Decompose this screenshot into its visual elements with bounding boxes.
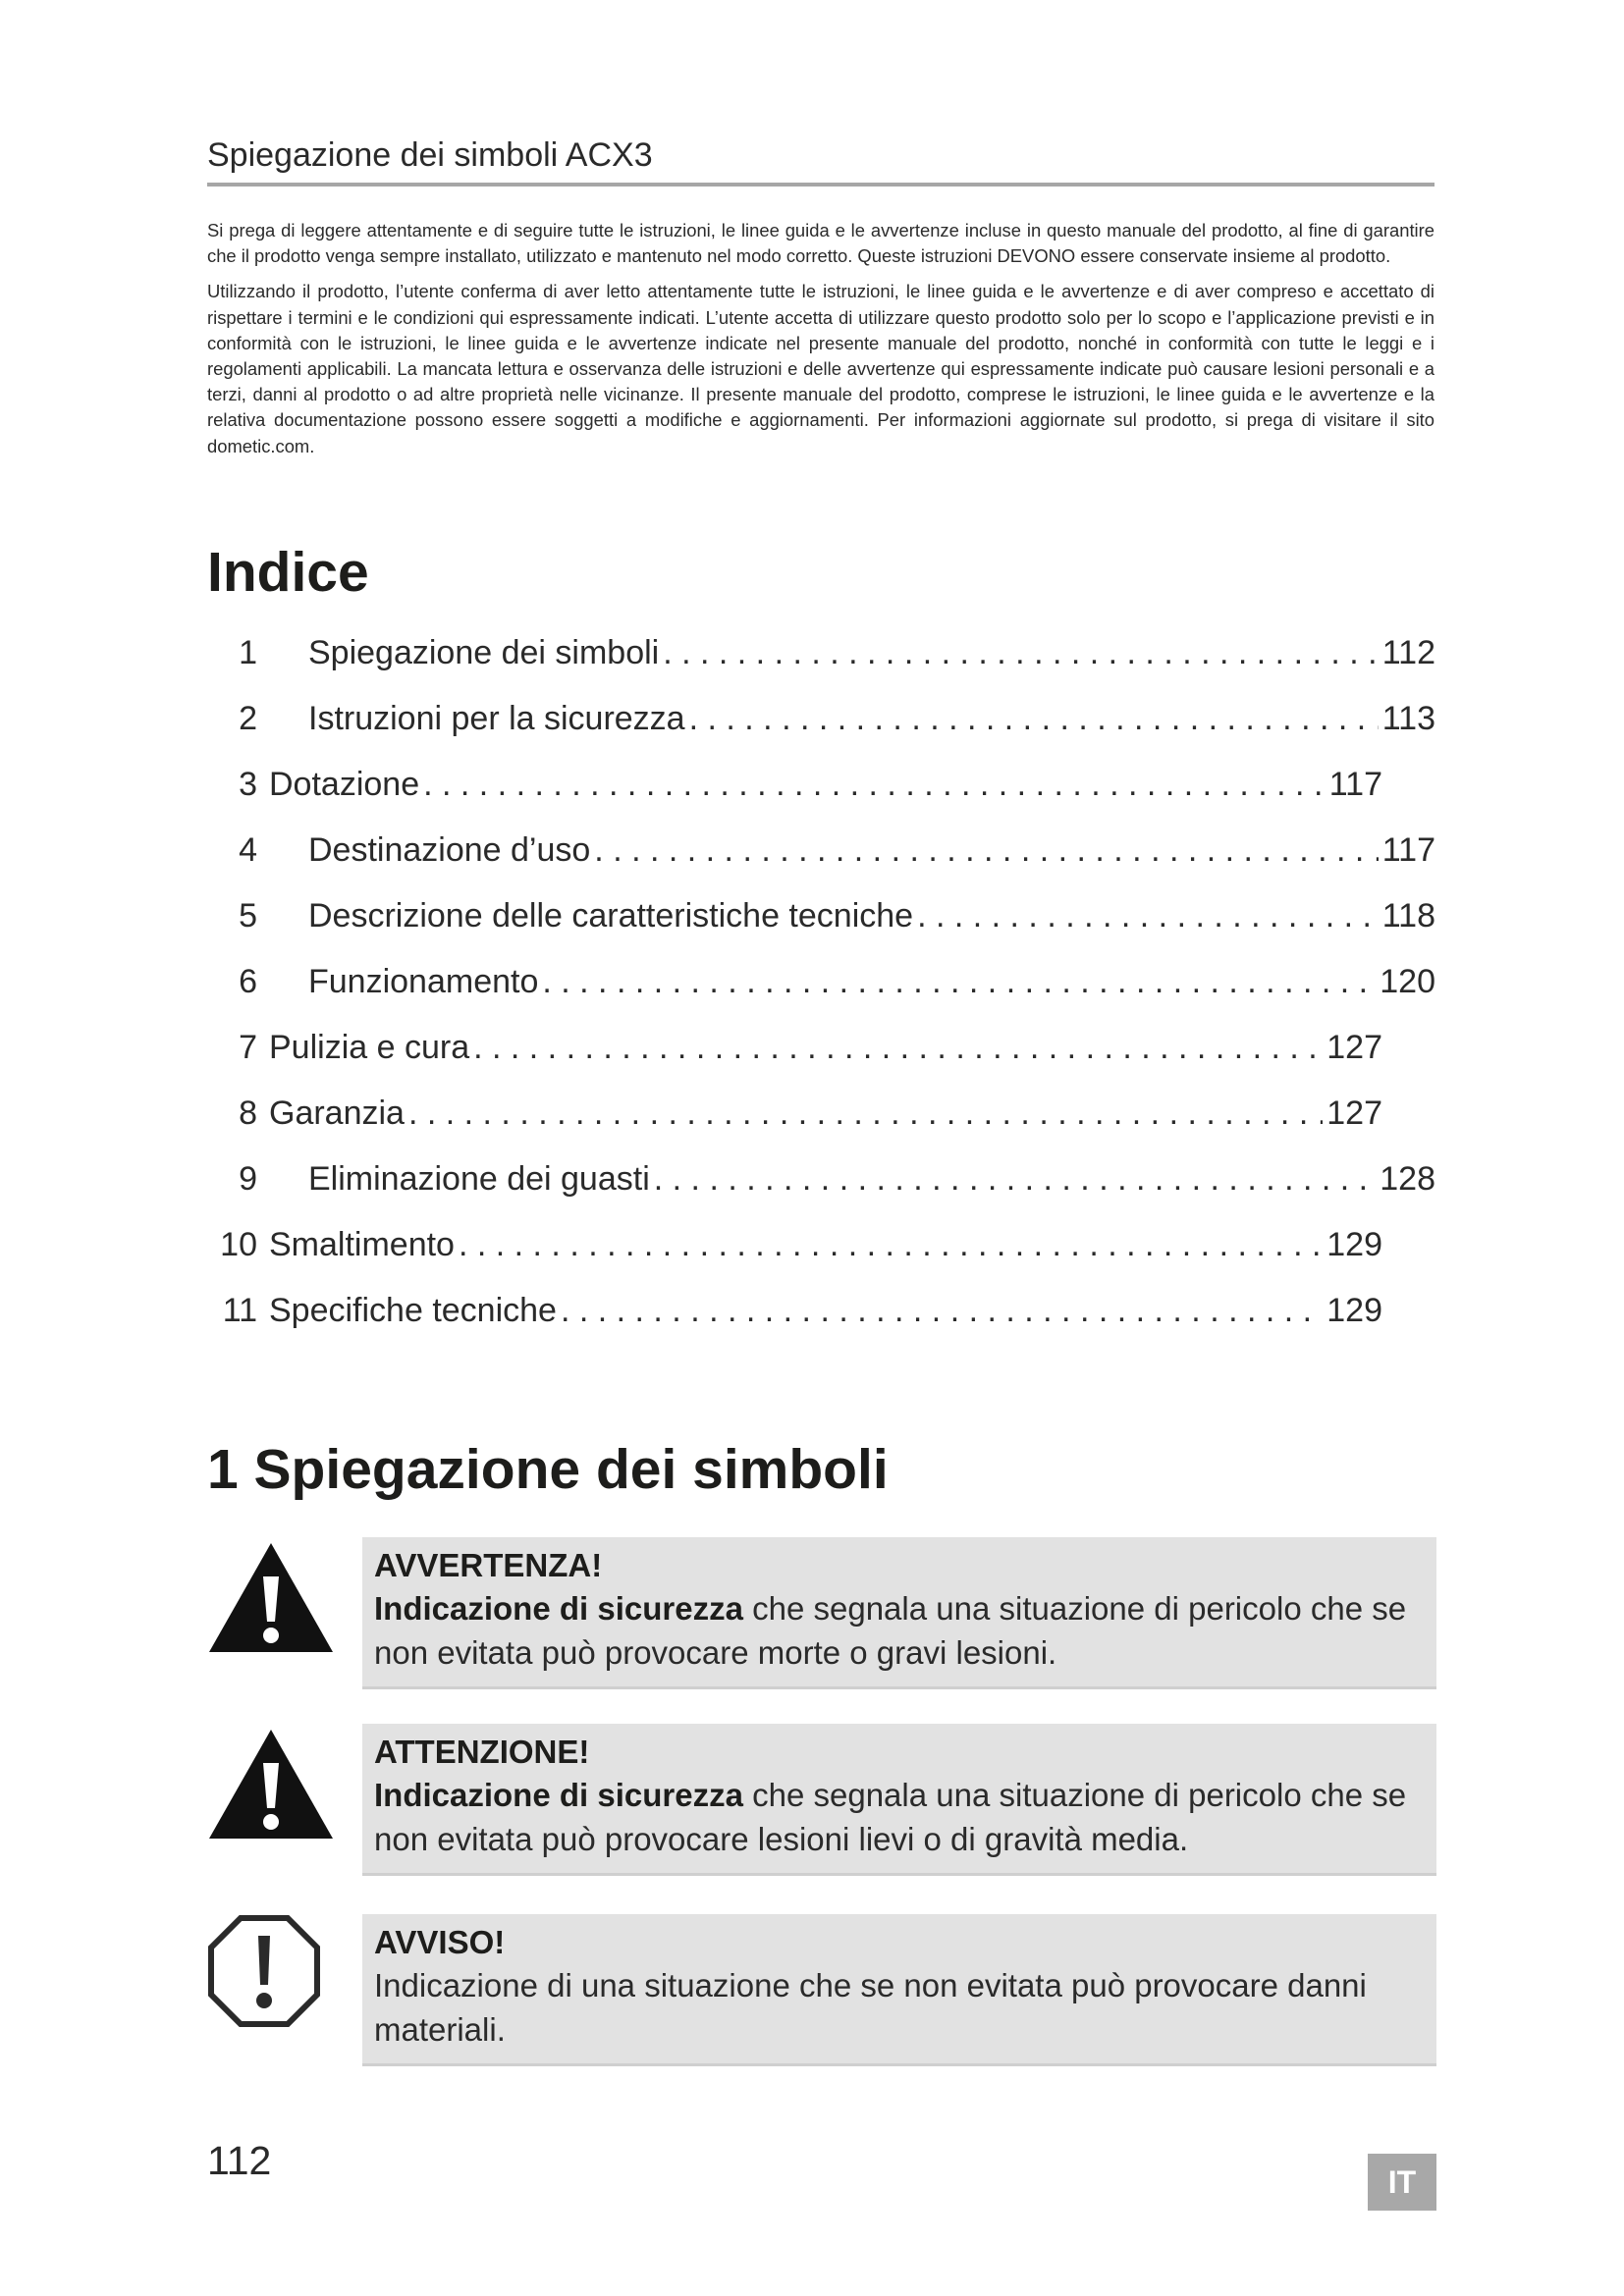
notice-title: ATTENZIONE! — [374, 1734, 590, 1770]
table-of-contents — [196, 620, 1435, 1344]
page-header — [207, 133, 1435, 187]
toc-entry-label: Smaltimento — [269, 1226, 455, 1263]
toc-entry[interactable] — [196, 686, 1435, 752]
toc-entry-number: 10 — [220, 1226, 257, 1263]
notice-box — [362, 1724, 1436, 1876]
toc-entry-page: 112 — [1381, 634, 1435, 671]
intro-text — [207, 218, 1435, 469]
toc-entry-number: 11 — [222, 1292, 257, 1329]
toc-entry-page: 118 — [1381, 897, 1435, 934]
toc-entry[interactable] — [196, 883, 1435, 949]
toc-leader-dots — [423, 752, 1326, 818]
toc-entry[interactable] — [196, 1081, 1382, 1147]
section-title: 1 Spiegazione dei simboli — [207, 1438, 889, 1501]
notice-body — [374, 1586, 1425, 1675]
notice-title: AVVERTENZA! — [374, 1547, 603, 1583]
toc-entry-label: Descrizione delle caratteristiche tecniche — [308, 897, 914, 934]
toc-leader-dots — [917, 883, 1379, 949]
toc-entry-number: 9 — [239, 1160, 257, 1198]
toc-entry[interactable] — [196, 818, 1435, 883]
toc-entry[interactable] — [196, 1212, 1382, 1278]
toc-entry-number: 8 — [239, 1095, 257, 1132]
warning-triangle-icon — [207, 1537, 335, 1665]
toc-entry-number: 3 — [239, 766, 257, 803]
toc-entry-page: 129 — [1326, 1292, 1382, 1329]
toc-entry-page: 117 — [1381, 831, 1435, 869]
toc-entry-label: Pulizia e cura — [269, 1029, 470, 1066]
toc-entry[interactable] — [196, 949, 1435, 1015]
toc-leader-dots — [663, 620, 1379, 686]
toc-entry-label: Eliminazione dei guasti — [308, 1160, 650, 1198]
notice-body — [374, 1773, 1425, 1861]
notice-box — [362, 1914, 1436, 2066]
toc-entry[interactable] — [196, 620, 1435, 686]
notice-title: AVVISO! — [374, 1924, 506, 1960]
notice-box — [362, 1537, 1436, 1689]
toc-leader-dots — [473, 1015, 1323, 1081]
toc-entry[interactable] — [196, 1147, 1435, 1212]
toc-entry-label: Specifiche tecniche — [269, 1292, 557, 1329]
notice-notice — [207, 1914, 1436, 2071]
header-title: Spiegazione dei simboli ACX3 — [207, 136, 653, 174]
notice-caution — [207, 1724, 1436, 1881]
toc-leader-dots — [561, 1278, 1323, 1344]
toc-leader-dots — [654, 1147, 1377, 1212]
intro-paragraph-1: Si prega di leggere attentamente e di seguire tutte le istruzioni, le linee guida e le avvertenze incluse in questo manuale del prodotto, al fine di garantire che il prodotto venga sempre installato, utilizzato e mantenuto nel modo corretto. Queste istruzioni DEVONO essere conservate insieme al prodotto. — [207, 220, 1435, 267]
notice-bold-label: Indicazione di sicurezza — [374, 1590, 743, 1627]
toc-leader-dots — [459, 1212, 1323, 1278]
toc-entry-page: 113 — [1381, 700, 1435, 737]
toc-entry-number: 4 — [239, 831, 257, 869]
toc-leader-dots — [594, 818, 1378, 883]
toc-title: Indice — [207, 541, 369, 604]
toc-entry-label: Spiegazione dei simboli — [308, 634, 660, 671]
toc-entry-page: 127 — [1326, 1029, 1382, 1066]
notice-text: che segnala una situazione di pericolo che se non evitata può provocare morte o gravi lesioni. — [374, 1590, 1407, 1671]
page-number: 112 — [207, 2138, 272, 2183]
toc-entry-number: 6 — [239, 963, 257, 1000]
toc-entry-page: 127 — [1326, 1095, 1382, 1132]
toc-leader-dots — [542, 949, 1376, 1015]
notice-text: che segnala una situazione di pericolo che se non evitata può provocare lesioni lievi o di gravità media. — [374, 1777, 1407, 1857]
toc-entry[interactable] — [196, 1278, 1382, 1344]
toc-leader-dots — [689, 686, 1379, 752]
toc-entry-page: 117 — [1328, 766, 1382, 803]
toc-entry-number: 1 — [239, 634, 257, 671]
toc-entry[interactable] — [196, 1015, 1382, 1081]
intro-paragraph-2: Utilizzando il prodotto, l’utente conferma di aver letto attentamente tutte le istruzioni, le linee guida e le avvertenze e di aver compreso e accettato di rispettare i termini e le condizioni qui espressamente indicati. L’utente accetta di utilizzare questo prodotto solo per lo scopo e l’applicazione previsti e in conformità con le istruzioni, le linee guida e le avvertenze indicate nel presente manuale del prodotto, nonché in conformità con tutte le leggi e i regolamenti applicabili. La mancata lettura e osservanza delle istruzioni e delle avvertenze qui espressamente indicate può causare lesioni personali e a terzi, danni al prodotto o ad altre proprietà nelle vicinanze. Il presente manuale del prodotto, comprese le istruzioni, le linee guida e le avvertenze e la relativa documentazione possono essere soggetti a modifiche e aggiornamenti. Per informazioni aggiornate sul prodotto, si prega di visitare il sito dometic.com. — [207, 281, 1435, 456]
notice-warning — [207, 1537, 1436, 1694]
language-badge: IT — [1368, 2154, 1436, 2211]
notice-text: Indicazione di una situazione che se non evitata può provocare danni materiali. — [374, 1967, 1367, 2048]
caution-triangle-icon — [207, 1724, 335, 1851]
toc-leader-dots — [408, 1081, 1323, 1147]
toc-entry-label: Destinazione d’uso — [308, 831, 591, 869]
notice-body — [374, 1963, 1425, 2052]
toc-entry-label: Dotazione — [269, 766, 420, 803]
toc-entry-label: Garanzia — [269, 1095, 405, 1132]
toc-entry-number: 7 — [239, 1029, 257, 1066]
toc-entry-number: 2 — [239, 700, 257, 737]
toc-entry-page: 120 — [1380, 963, 1435, 1000]
toc-entry-label: Istruzioni per la sicurezza — [308, 700, 685, 737]
toc-entry-number: 5 — [239, 897, 257, 934]
toc-entry-page: 129 — [1326, 1226, 1382, 1263]
notice-octagon-icon — [207, 1914, 335, 2042]
toc-entry-label: Funzionamento — [308, 963, 539, 1000]
toc-entry-page: 128 — [1380, 1160, 1435, 1198]
notice-bold-label: Indicazione di sicurezza — [374, 1777, 743, 1813]
toc-entry[interactable] — [196, 752, 1382, 818]
